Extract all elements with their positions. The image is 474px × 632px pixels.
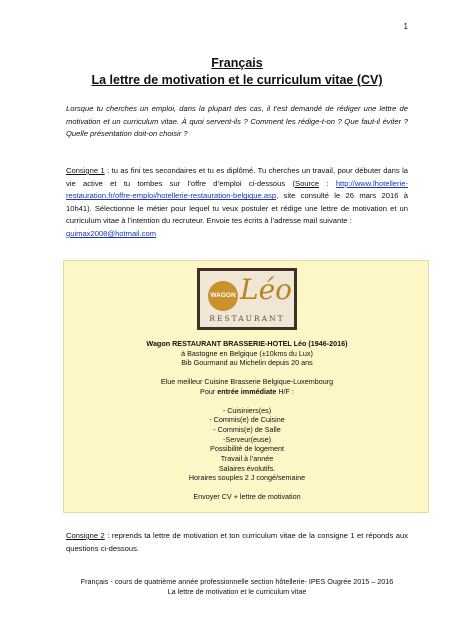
job-item: - Cuisiniers(es)	[222, 405, 272, 415]
consigne-2-text: : reprends ta lettre de motivation et ton curriculum vitae de la consigne 1 et réponds aux questions ci-dessous.	[66, 531, 408, 553]
consigne-2-label: Consigne 2	[66, 531, 105, 540]
job-offer-text	[64, 339, 430, 502]
job-item: - Commis(e) de Cuisine	[209, 415, 285, 425]
job-offer-box	[63, 260, 429, 513]
offer-hire: Pour entrée immédiate H/F :	[200, 386, 294, 396]
job-item: - Commis(e) de Salle	[213, 424, 281, 434]
restaurant-logo	[197, 268, 297, 330]
offer-heading: Wagon RESTAURANT BRASSERIE-HOTEL Léo (1946-2016)	[146, 339, 348, 348]
document-title	[0, 55, 474, 89]
offer-location: à Bastogne en Belgique (±10kms du Lux)	[181, 348, 313, 358]
offer-award: Bib Gourmand au Michelin depuis 20 ans	[181, 358, 313, 368]
footer-line-2: La lettre de motivation et le curriculum vitae	[167, 587, 307, 596]
logo-name: Léo	[240, 273, 293, 306]
offer-send: Envoyer CV + lettre de motivation	[193, 492, 301, 502]
page-footer	[0, 577, 474, 597]
consigne-1-text-a: : tu as fini tes secondaires et tu es diplômé. Tu cherches un travail, pour débuter dans la vie active et tu tombes sur l’offre d’emploi ci-dessous (	[66, 166, 408, 188]
offer-elected: Elue meilleur Cuisine Brasserie Belgique-Luxembourg	[160, 377, 334, 387]
source-label: Source	[295, 178, 320, 188]
job-item: -Serveur(euse)	[223, 434, 271, 444]
consigne-2	[66, 530, 408, 555]
title-main: La lettre de motivation et le curriculum vitae (CV)	[91, 73, 383, 87]
logo-badge: WAGON	[208, 281, 238, 311]
consigne-1-text-c: , site consulté le 26 mars 2016 à 10h41). Sélectionne le métier pour lequel tu veux postuler et rédige une lettre de motivation et un curriculum vitae à l’intention du recruteur. Envoie tes écrits à l’adresse mail suivante :	[66, 191, 408, 226]
email-link[interactable]: guimax2008@hotmail.com	[66, 228, 157, 238]
consigne-1	[66, 165, 408, 241]
consigne-1-text-b: :	[319, 178, 336, 188]
page-number: 1	[403, 22, 408, 31]
logo-subtitle: RESTAURANT	[209, 314, 285, 323]
perk-item: Travail à l’année	[220, 454, 274, 464]
source-link[interactable]: http://www.lhotellerie-restauration.fr/offre-emploi/hotellerie-restauration-belgique.asp	[66, 178, 408, 201]
perk-item: Possibilité de logement	[210, 444, 284, 454]
title-subject: Français	[211, 56, 263, 70]
perk-item: Horaires souples 2 J congé/semaine	[188, 473, 306, 483]
perk-item: Salaires évolutifs.	[218, 463, 276, 473]
consigne-1-label: Consigne 1	[66, 166, 105, 175]
footer-line-1: Français - cours de quatrième année professionnelle section hôtellerie- IPES Ougrée 2015 – 2016	[80, 577, 394, 586]
intro-paragraph: Lorsque tu cherches un emploi, dans la plupart des cas, il t’est demandé de rédiger une lettre de motivation et un curriculum vitae. À quoi servent-ils ? Comment les rédige-t-on ? Que faut-il éviter ? Quelle présentation doit-on choisir ?	[66, 104, 408, 139]
